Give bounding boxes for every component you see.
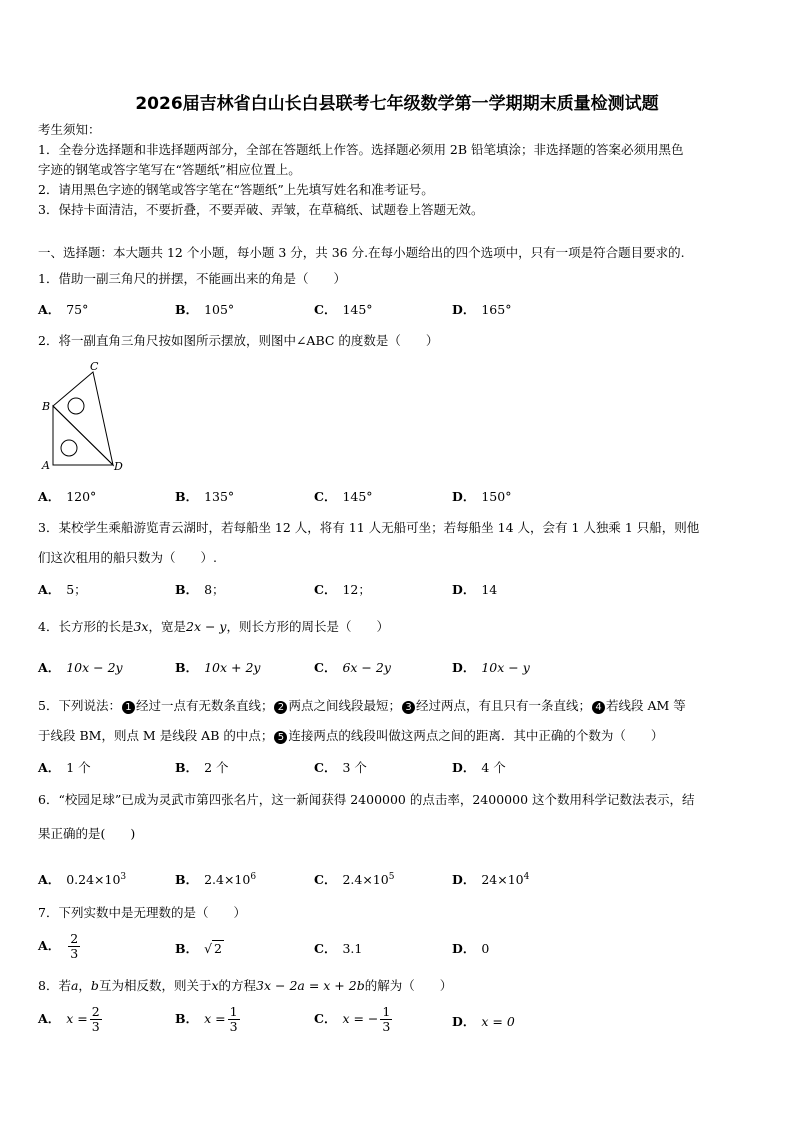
q2-option-c: C． 145°: [314, 489, 373, 504]
label-d: D: [114, 460, 123, 473]
question-1-stem: 1．借助一副三角尺的拼摆，不能画出来的角是（ ）: [38, 271, 346, 286]
q1-option-c: C． 145°: [314, 302, 373, 317]
notice-line-4: 3．保持卡面清洁，不要折叠，不要弄破、弄皱，在草稿纸、试题卷上答题无效。: [38, 202, 484, 217]
q4-option-d: D． 10x − y: [452, 660, 530, 675]
label-c: C: [90, 360, 99, 373]
question-3-stem-line-1: 3．某校学生乘船游览青云湖时，若每船坐 12 人，将有 11 人无船可坐；若每船坐 14 人，会有 1 人独乘 1 只船，则他: [38, 520, 700, 535]
q7-option-a: A． $\frac{2}{3}$: [38, 931, 79, 961]
circled-number-4: 4: [592, 701, 605, 714]
q2-option-b: B． 135°: [175, 489, 235, 504]
notice-line-2: 字迹的钢笔或答字笔写在“答题纸”相应位置上。: [38, 162, 301, 177]
q3-option-b: B． 8；: [175, 582, 225, 597]
q4-option-c: C． 6x − 2y: [314, 660, 391, 675]
sqrt-symbol: √ 2: [204, 941, 222, 956]
q7-option-b: B． √ 2: [175, 941, 222, 956]
label-a: A: [42, 459, 50, 472]
question-8-stem: 8．若a，b互为相反数，则关于x的方程3x − 2a = x + 2b的解为（ ）: [38, 978, 453, 993]
q3-option-a: A． 5；: [38, 582, 87, 597]
circled-number-1: 1: [122, 701, 135, 714]
q1-option-d: D． 165°: [452, 302, 512, 317]
notice-line-1: 1．全卷分选择题和非选择题两部分，全部在答题纸上作答。选择题必须用 2B 铅笔填涂；非选择题的答案必须用黑色: [38, 142, 684, 157]
q6-option-b: B． $2.4\times 10^6$: [175, 872, 257, 888]
question-7-stem: 7．下列实数中是无理数的是（ ）: [38, 905, 246, 920]
question-5-stem-line-2: 于线段 BM，则点 M 是线段 AB 的中点； 5 连接两点的线段叫做这两点之间的距离．其中正确的个数为（ ）: [38, 728, 664, 743]
notice-heading: 考生须知：: [38, 122, 101, 137]
q7-option-c: C． 3.1: [314, 941, 363, 956]
section-heading: 一、选择题：本大题共 12 个小题，每小题 3 分，共 36 分.在每小题给出的四个选项中，只有一项是符合题目要求的.: [38, 245, 685, 260]
question-6-stem-line-1: 6．“校园足球”已成为灵武市第四张名片，这一新闻获得 2400000 的点击率，2400000 这个数用科学记数法表示，结: [38, 792, 695, 807]
width-expr: 2x − y: [186, 619, 227, 634]
q8-option-d: D． x = 0: [452, 1014, 515, 1029]
equation: 3x − 2a = x + 2b: [256, 978, 365, 993]
notice-line-3: 2．请用黑色字迹的钢笔或答字笔在“答题纸”上先填写姓名和准考证号。: [38, 182, 434, 197]
q5-option-c: C． 3 个: [314, 760, 367, 775]
q1-option-a: A． 75°: [38, 302, 89, 317]
q5-option-b: B． 2 个: [175, 760, 229, 775]
circled-number-5: 5: [274, 731, 287, 744]
q8-option-c: C． x = − $\frac{1}{3}$: [314, 1004, 391, 1034]
q6-option-a: A． $0.24\times 10^3$: [38, 872, 127, 888]
question-6-stem-line-2: 果正确的是( ): [38, 826, 136, 841]
length-expr: 3x: [133, 619, 149, 634]
q2-option-a: A． 120°: [38, 489, 97, 504]
q4-option-b: B． 10x + 2y: [175, 660, 261, 675]
question-2-stem: 2．将一副直角三角尺按如图所示摆放，则图中∠ABC 的度数是（ ）: [38, 333, 439, 348]
q6-option-d: D． $24\times 10^4$: [452, 872, 530, 888]
q8-option-a: A． x = $\frac{2}{3}$: [38, 1004, 100, 1034]
question-4-stem: 4．长方形的长是3x，宽是2x − y，则长方形的周长是（ ）: [38, 619, 390, 634]
circled-number-3: 3: [402, 701, 415, 714]
question-5-stem-line-1: 5．下列说法： 1 经过一点有无数条直线； 2 两点之间线段最短； 3 经过两点，有且只有一条直线； 4 若线段 AM 等: [38, 698, 686, 713]
q3-option-c: C． 12；: [314, 582, 371, 597]
q8-option-b: B． x = $\frac{1}{3}$: [175, 1004, 238, 1034]
label-b: B: [42, 400, 51, 413]
question-3-stem-line-2: 们这次租用的船只数为（ ）.: [38, 550, 217, 565]
q1-option-b: B． 105°: [175, 302, 235, 317]
q7-option-d: D． 0: [452, 941, 490, 956]
q6-option-c: C． $2.4\times 10^5$: [314, 872, 395, 888]
q5-option-d: D． 4 个: [452, 760, 506, 775]
q2-option-d: D． 150°: [452, 489, 512, 504]
page-title: 2026届吉林省白山长白县联考七年级数学第一学期期末质量检测试题: [135, 94, 659, 114]
triangle-rulers-figure: [38, 360, 133, 475]
q3-option-d: D． 14: [452, 582, 498, 597]
circled-number-2: 2: [274, 701, 287, 714]
q5-option-a: A． 1 个: [38, 760, 91, 775]
q4-option-a: A． 10x − 2y: [38, 660, 123, 675]
